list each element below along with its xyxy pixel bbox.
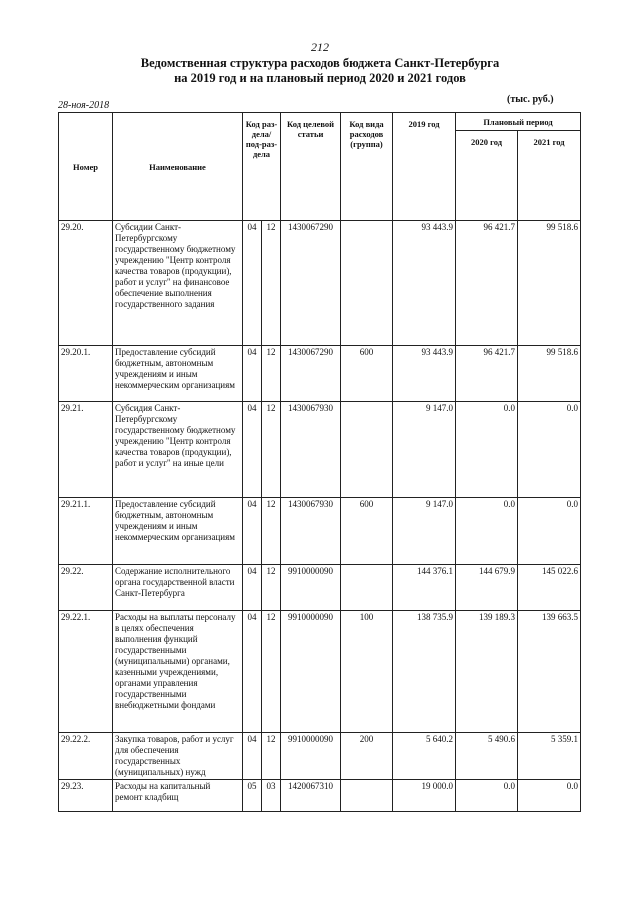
row-name: Расходы на капитальный ремонт кладбищ bbox=[113, 780, 243, 812]
document-title bbox=[0, 56, 640, 86]
row-section-code: 04 bbox=[243, 565, 262, 611]
row-subsection-code: 03 bbox=[262, 780, 281, 812]
row-subsection-code: 12 bbox=[262, 498, 281, 565]
row-value-2019: 138 735.9 bbox=[393, 611, 456, 733]
row-target-code: 1430067930 bbox=[281, 498, 341, 565]
row-target-code: 1430067930 bbox=[281, 402, 341, 498]
row-expense-code bbox=[341, 221, 393, 346]
row-expense-code: 600 bbox=[341, 498, 393, 565]
row-name: Расходы на выплаты персоналу в целях обеспечения выполнения функций государственными (муниципальными) органами, казенными учреждениями, органами управления государственными внебюджетными фондами bbox=[113, 611, 243, 733]
row-number: 29.22. bbox=[59, 565, 113, 611]
table-row bbox=[59, 780, 581, 812]
row-number: 29.21.1. bbox=[59, 498, 113, 565]
page-number: 212 bbox=[311, 40, 329, 54]
table-row bbox=[59, 221, 581, 346]
row-section-code: 04 bbox=[243, 733, 262, 780]
row-number: 29.20.1. bbox=[59, 346, 113, 402]
row-value-2019: 5 640.2 bbox=[393, 733, 456, 780]
row-number: 29.21. bbox=[59, 402, 113, 498]
row-value-2021: 99 518.6 bbox=[518, 221, 581, 346]
title-line-1: Ведомственная структура расходов бюджета Санкт-Петербурга bbox=[140, 56, 500, 70]
row-value-2021: 99 518.6 bbox=[518, 346, 581, 402]
row-expense-code bbox=[341, 780, 393, 812]
row-expense-code bbox=[341, 565, 393, 611]
header-number: Номер bbox=[59, 113, 113, 221]
row-subsection-code: 12 bbox=[262, 733, 281, 780]
row-subsection-code: 12 bbox=[262, 346, 281, 402]
row-number: 29.23. bbox=[59, 780, 113, 812]
header-section-code: Код раз-дела/ под-раз-дела bbox=[243, 113, 281, 221]
header-name: Наименование bbox=[113, 113, 243, 221]
row-section-code: 04 bbox=[243, 611, 262, 733]
row-value-2021: 145 022.6 bbox=[518, 565, 581, 611]
row-value-2019: 9 147.0 bbox=[393, 402, 456, 498]
row-value-2020: 144 679.9 bbox=[456, 565, 518, 611]
row-subsection-code: 12 bbox=[262, 221, 281, 346]
row-target-code: 9910000090 bbox=[281, 733, 341, 780]
row-target-code: 9910000090 bbox=[281, 611, 341, 733]
row-expense-code bbox=[341, 402, 393, 498]
row-value-2020: 96 421.7 bbox=[456, 221, 518, 346]
header-2019: 2019 год bbox=[393, 113, 456, 221]
row-value-2020: 96 421.7 bbox=[456, 346, 518, 402]
row-value-2020: 5 490.6 bbox=[456, 733, 518, 780]
row-value-2019: 93 443.9 bbox=[393, 346, 456, 402]
row-value-2020: 139 189.3 bbox=[456, 611, 518, 733]
table-row bbox=[59, 346, 581, 402]
row-value-2019: 144 376.1 bbox=[393, 565, 456, 611]
row-name: Закупка товаров, работ и услуг для обеспечения государственных (муниципальных) нужд bbox=[113, 733, 243, 780]
table-row bbox=[59, 611, 581, 733]
header-target-code: Код целевой статьи bbox=[281, 113, 341, 221]
header-expense-code: Код вида расходов (группа) bbox=[341, 113, 393, 221]
row-name: Предоставление субсидий бюджетным, автономным учреждениям и иным некоммерческим организациям bbox=[113, 346, 243, 402]
row-value-2021: 5 359.1 bbox=[518, 733, 581, 780]
row-section-code: 04 bbox=[243, 498, 262, 565]
row-section-code: 04 bbox=[243, 221, 262, 346]
table-row bbox=[59, 565, 581, 611]
row-number: 29.20. bbox=[59, 221, 113, 346]
row-name: Содержание исполнительного органа государственной власти Санкт-Петербурга bbox=[113, 565, 243, 611]
row-expense-code: 200 bbox=[341, 733, 393, 780]
row-target-code: 1420067310 bbox=[281, 780, 341, 812]
row-name: Субсидии Санкт-Петербургскому государственному бюджетному учреждению "Центр контроля качества товаров (продукции), работ и услуг" на финансовое обеспечение выполнения государственного задания bbox=[113, 221, 243, 346]
row-expense-code: 100 bbox=[341, 611, 393, 733]
row-value-2020: 0.0 bbox=[456, 780, 518, 812]
row-expense-code: 600 bbox=[341, 346, 393, 402]
units-label: (тыс. руб.) bbox=[507, 94, 554, 105]
table-row bbox=[59, 498, 581, 565]
row-value-2020: 0.0 bbox=[456, 402, 518, 498]
row-value-2021: 139 663.5 bbox=[518, 611, 581, 733]
title-line-2: на 2019 год и на плановый период 2020 и 2021 годов bbox=[174, 71, 466, 85]
row-value-2021: 0.0 bbox=[518, 780, 581, 812]
header-planned-period: Плановый период bbox=[456, 113, 581, 131]
date-stamp: 28-ноя-2018 bbox=[58, 100, 110, 111]
row-value-2021: 0.0 bbox=[518, 498, 581, 565]
row-target-code: 1430067290 bbox=[281, 221, 341, 346]
row-subsection-code: 12 bbox=[262, 402, 281, 498]
row-name: Предоставление субсидий бюджетным, автономным учреждениям и иным некоммерческим организациям bbox=[113, 498, 243, 565]
row-subsection-code: 12 bbox=[262, 611, 281, 733]
row-section-code: 04 bbox=[243, 346, 262, 402]
row-target-code: 9910000090 bbox=[281, 565, 341, 611]
row-value-2020: 0.0 bbox=[456, 498, 518, 565]
row-value-2019: 9 147.0 bbox=[393, 498, 456, 565]
header-2021: 2021 год bbox=[518, 131, 581, 221]
row-value-2019: 19 000.0 bbox=[393, 780, 456, 812]
budget-table bbox=[58, 112, 581, 812]
row-section-code: 05 bbox=[243, 780, 262, 812]
row-value-2021: 0.0 bbox=[518, 402, 581, 498]
row-subsection-code: 12 bbox=[262, 565, 281, 611]
table-row bbox=[59, 733, 581, 780]
row-target-code: 1430067290 bbox=[281, 346, 341, 402]
row-value-2019: 93 443.9 bbox=[393, 221, 456, 346]
row-name: Субсидия Санкт-Петербургскому государственному бюджетному учреждению "Центр контроля качества товаров (продукции), работ и услуг" на иные цели bbox=[113, 402, 243, 498]
header-2020: 2020 год bbox=[456, 131, 518, 221]
row-number: 29.22.2. bbox=[59, 733, 113, 780]
row-section-code: 04 bbox=[243, 402, 262, 498]
table-row bbox=[59, 402, 581, 498]
row-number: 29.22.1. bbox=[59, 611, 113, 733]
